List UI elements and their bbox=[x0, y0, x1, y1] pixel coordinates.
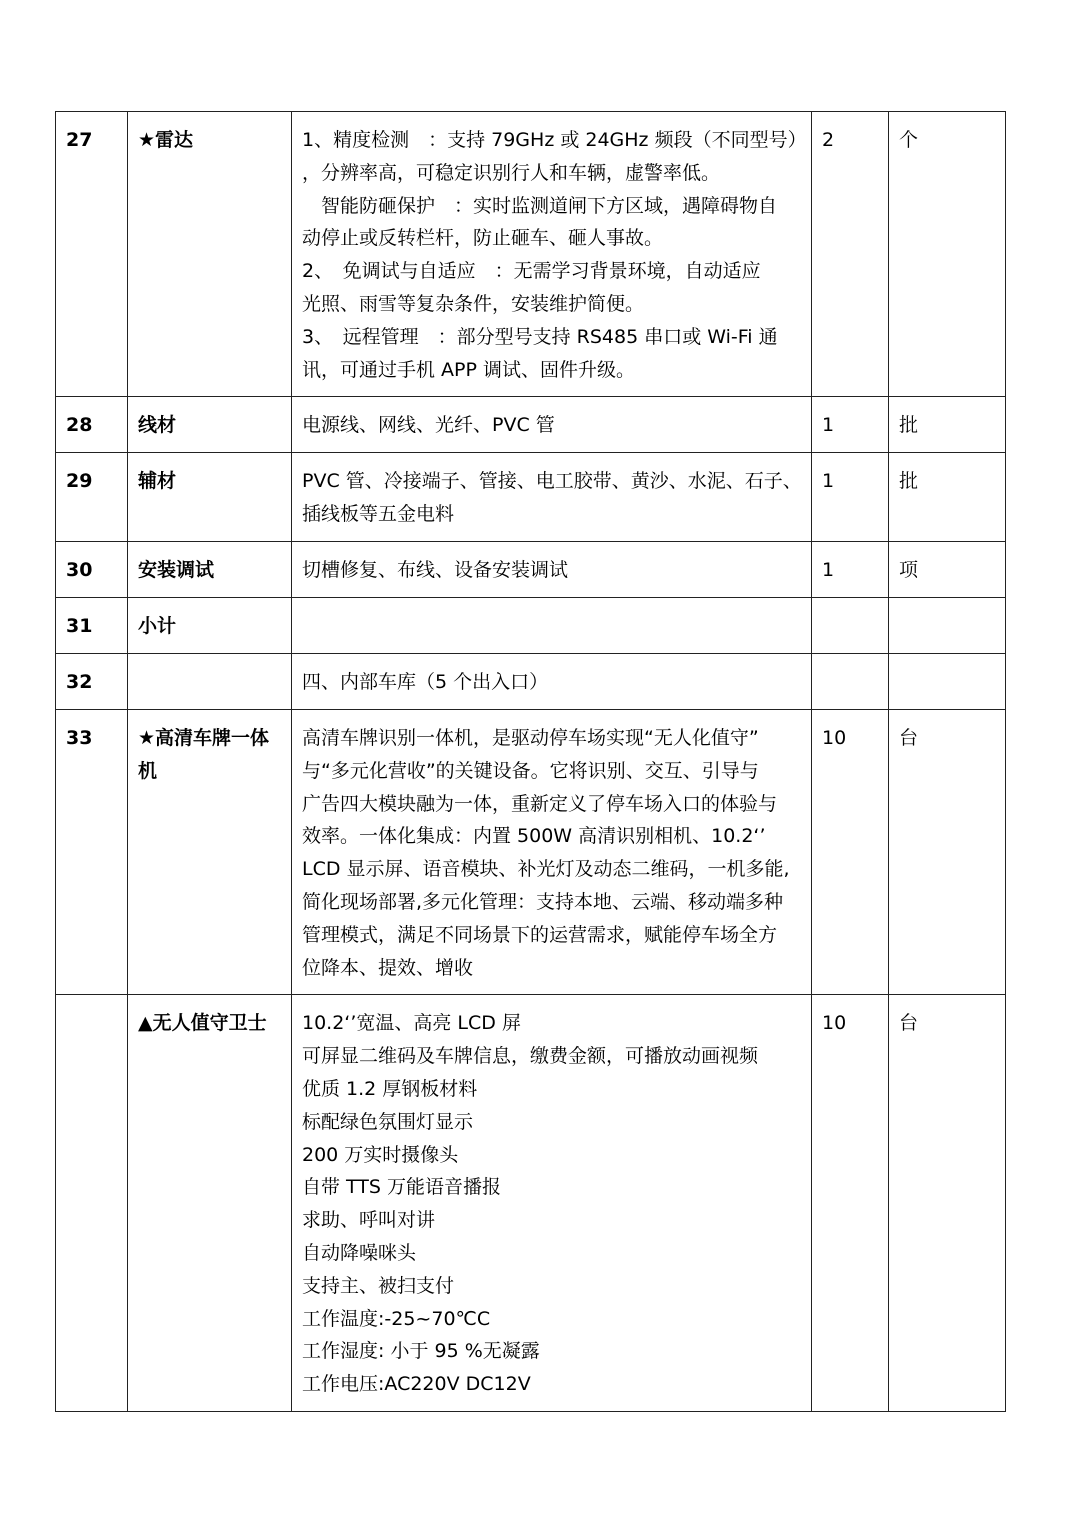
table-row bbox=[56, 653, 1006, 709]
row-number: 32 bbox=[56, 653, 128, 709]
description-line: 插线板等五金电料 bbox=[302, 502, 455, 525]
item-quantity bbox=[812, 597, 889, 653]
table-row bbox=[56, 397, 1006, 453]
item-quantity: 1 bbox=[812, 397, 889, 453]
item-description bbox=[292, 995, 812, 1412]
table-row bbox=[56, 453, 1006, 542]
item-description bbox=[292, 112, 812, 397]
description-line: 智能防砸保护 ：实时监测道闸下方区域，遇障碍物自 bbox=[302, 194, 778, 217]
description-line: 与“多元化营收”的关键设备。它将识别、交互、引导与 bbox=[302, 759, 759, 782]
item-name: 线材 bbox=[128, 397, 292, 453]
row-number: 29 bbox=[56, 453, 128, 542]
item-name: ★高清车牌一体机 bbox=[128, 709, 292, 994]
row-number: 31 bbox=[56, 597, 128, 653]
description-line: 1、精度检测 ：支持 79GHz 或 24GHz 频段（不同型号） bbox=[302, 129, 807, 151]
description-line: ，分辨率高，可稳定识别行人和车辆，虚警率低。 bbox=[302, 161, 721, 184]
item-description bbox=[292, 653, 812, 709]
item-description bbox=[292, 397, 812, 453]
description-line: LCD 显示屏、语音模块、补光灯及动态二维码，一机多能, bbox=[302, 858, 790, 881]
description-line: 求助、呼叫对讲 bbox=[302, 1209, 436, 1232]
description-line: 工作温度:-25~70℃C bbox=[302, 1307, 491, 1330]
table-row bbox=[56, 995, 1006, 1412]
item-unit: 批 bbox=[889, 397, 1006, 453]
row-number: 30 bbox=[56, 542, 128, 598]
item-quantity: 10 bbox=[812, 709, 889, 994]
item-description bbox=[292, 542, 812, 598]
description-line: 切槽修复、布线、设备安装调试 bbox=[302, 559, 569, 582]
description-line: 自动降噪咪头 bbox=[302, 1241, 417, 1264]
item-name: 小计 bbox=[128, 597, 292, 653]
item-unit: 批 bbox=[889, 453, 1006, 542]
description-line: 工作电压:AC220V DC12V bbox=[302, 1373, 531, 1396]
description-line: 2、 免调试与自适应 ：无需学习背景环境，自动适应 bbox=[302, 260, 761, 283]
description-line: 光照、雨雪等复杂条件，安装维护简便。 bbox=[302, 292, 645, 315]
description-line: 标配绿色氛围灯显示 bbox=[302, 1110, 474, 1133]
description-line: 3、 远程管理 ：部分型号支持 RS485 串口或 Wi-Fi 通 bbox=[302, 325, 778, 348]
description-line: 简化现场部署,多元化管理：支持本地、云端、移动端多种 bbox=[302, 890, 784, 913]
item-unit: 个 bbox=[889, 112, 1006, 397]
item-description bbox=[292, 709, 812, 994]
section-heading: 四、内部车库（5 个出入口） bbox=[302, 670, 549, 693]
description-line: 优质 1.2 厚钢板材料 bbox=[302, 1077, 478, 1100]
description-line: 广告四大模块融为一体，重新定义了停车场入口的体验与 bbox=[302, 792, 778, 815]
row-number: 27 bbox=[56, 112, 128, 397]
description-line: 讯，可通过手机 APP 调试、固件升级。 bbox=[302, 358, 635, 381]
item-quantity: 10 bbox=[812, 995, 889, 1412]
item-unit bbox=[889, 597, 1006, 653]
description-line: 工作湿度: 小于 95 %无凝露 bbox=[302, 1340, 540, 1363]
description-line: 200 万实时摄像头 bbox=[302, 1143, 459, 1166]
description-line: 动停止或反转栏杆，防止砸车、砸人事故。 bbox=[302, 227, 664, 250]
item-name: ★雷达 bbox=[128, 112, 292, 397]
description-line: 管理模式，满足不同场景下的运营需求，赋能停车场全方 bbox=[302, 923, 778, 946]
item-unit: 台 bbox=[889, 995, 1006, 1412]
description-line: 可屏显二维码及车牌信息，缴费金额，可播放动画视频 bbox=[302, 1045, 759, 1068]
equipment-spec-table bbox=[55, 111, 1006, 1412]
item-unit bbox=[889, 653, 1006, 709]
description-line: 10.2‘’宽温、高亮 LCD 屏 bbox=[302, 1012, 521, 1035]
item-quantity: 2 bbox=[812, 112, 889, 397]
table-row bbox=[56, 542, 1006, 598]
item-description bbox=[292, 597, 812, 653]
item-name: 安装调试 bbox=[128, 542, 292, 598]
item-quantity: 1 bbox=[812, 542, 889, 598]
table-row bbox=[56, 112, 1006, 397]
item-name: ▲无人值守卫士 bbox=[128, 995, 292, 1412]
row-number bbox=[56, 995, 128, 1412]
description-line: 高清车牌识别一体机，是驱动停车场实现“无人化值守” bbox=[302, 726, 759, 749]
description-line: PVC 管、冷接端子、管接、电工胶带、黄沙、水泥、石子、 bbox=[302, 470, 802, 493]
item-name: 辅材 bbox=[128, 453, 292, 542]
description-line: 电源线、网线、光纤、PVC 管 bbox=[302, 414, 555, 437]
item-quantity bbox=[812, 653, 889, 709]
description-line: 效率。一体化集成：内置 500W 高清识别相机、10.2‘’ bbox=[302, 825, 766, 848]
table-row bbox=[56, 709, 1006, 994]
row-number: 28 bbox=[56, 397, 128, 453]
description-line: 位降本、提效、增收 bbox=[302, 956, 474, 979]
description-line: 自带 TTS 万能语音播报 bbox=[302, 1176, 502, 1199]
item-name bbox=[128, 653, 292, 709]
description-line: 支持主、被扫支付 bbox=[302, 1274, 455, 1297]
table-row bbox=[56, 597, 1006, 653]
row-number: 33 bbox=[56, 709, 128, 994]
item-unit: 项 bbox=[889, 542, 1006, 598]
item-description bbox=[292, 453, 812, 542]
item-quantity: 1 bbox=[812, 453, 889, 542]
item-unit: 台 bbox=[889, 709, 1006, 994]
